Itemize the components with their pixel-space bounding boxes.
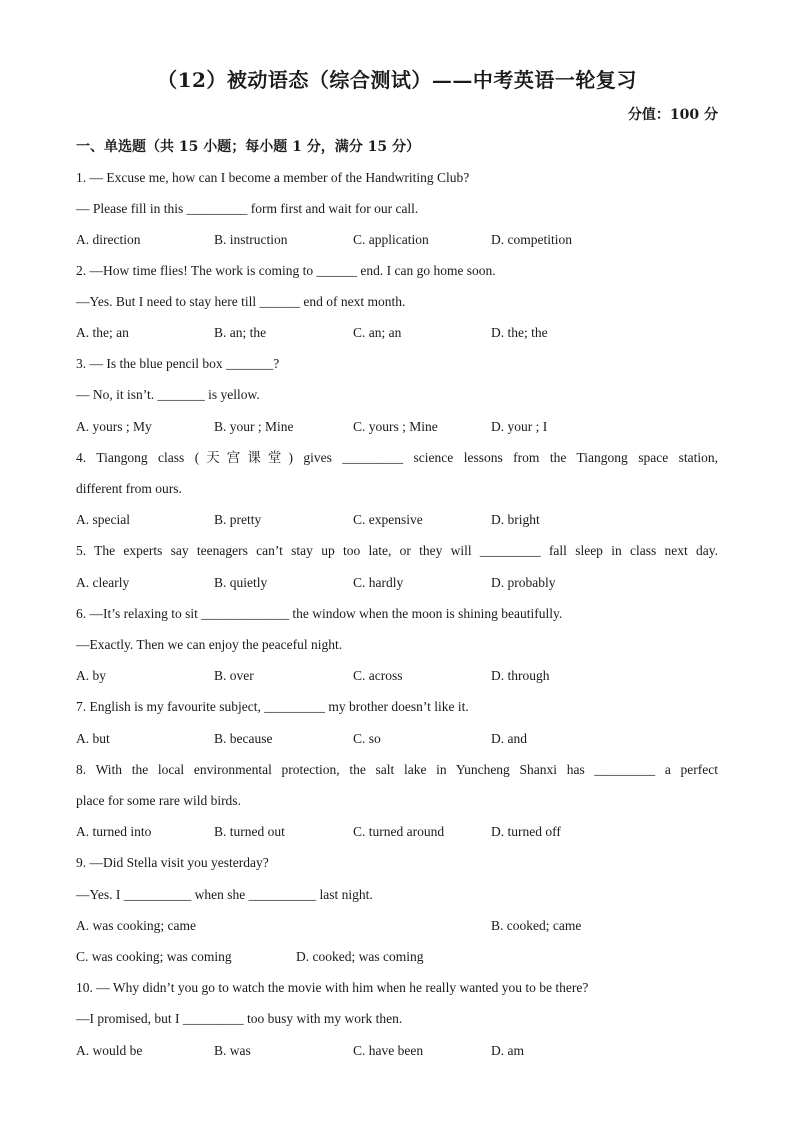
- option-b: B. pretty: [214, 512, 262, 527]
- option-c: C. expensive: [353, 512, 423, 527]
- section-heading: 一、单选题（共 15 小题；每小题 1 分，满分 15 分）: [76, 139, 420, 155]
- question-10-stem: 10. — Why didn’t you go to watch the movie with him when he really wanted you to be there?: [76, 980, 589, 995]
- option-c: C. application: [353, 232, 429, 247]
- question-4-stem: 4. Tiangong class (天宫课堂) gives _________ science lessons from the Tiangong space station,: [76, 450, 718, 465]
- option-a: A. turned into: [76, 824, 152, 839]
- option-a: A. the; an: [76, 325, 129, 340]
- question-1-stem: 1. — Excuse me, how can I become a member of the Handwriting Club?: [76, 170, 470, 185]
- option-a: A. yours ; My: [76, 419, 152, 434]
- question-2-stem-line-2: —Yes. But I need to stay here till ______ end of next month.: [76, 294, 406, 309]
- question-9-stem: 9. —Did Stella visit you yesterday?: [76, 855, 269, 870]
- question-2-stem: 2. —How time flies! The work is coming to ______ end. I can go home soon.: [76, 263, 496, 278]
- question-6-stem-line-2: —Exactly. Then we can enjoy the peaceful night.: [76, 637, 343, 652]
- question-4-stem-line-2: different from ours.: [76, 481, 182, 496]
- option-d: D. probably: [491, 575, 556, 590]
- option-a: A. would be: [76, 1043, 143, 1058]
- option-d: D. cooked; was coming: [296, 949, 424, 964]
- option-a: A. was cooking; came: [76, 918, 196, 933]
- option-d: D. competition: [491, 232, 572, 247]
- option-c: C. yours ; Mine: [353, 419, 438, 434]
- option-d: D. your ; I: [491, 419, 548, 434]
- option-b: B. because: [214, 731, 273, 746]
- option-b: B. your ; Mine: [214, 419, 294, 434]
- option-a: A. special: [76, 512, 130, 527]
- option-c: C. have been: [353, 1043, 424, 1058]
- question-9-stem-line-2: —Yes. I __________ when she __________ last night.: [76, 887, 373, 902]
- option-b: B. turned out: [214, 824, 285, 839]
- option-a: A. clearly: [76, 575, 130, 590]
- option-a: A. by: [76, 668, 106, 683]
- option-b: B. was: [214, 1043, 251, 1058]
- option-d: D. and: [491, 731, 527, 746]
- option-c: C. hardly: [353, 575, 404, 590]
- option-b: B. quietly: [214, 575, 268, 590]
- question-3-stem-line-2: — No, it isn’t. _______ is yellow.: [76, 387, 260, 402]
- total-score: 分值：100 分: [627, 107, 718, 123]
- document-title: （12）被动语态（综合测试）——中考英语一轮复习: [157, 68, 637, 92]
- question-5-stem: 5. The experts say teenagers can’t stay up too late, or they will _________ fall sleep in class next day.: [76, 543, 718, 558]
- question-7-stem: 7. English is my favourite subject, _________ my brother doesn’t like it.: [76, 699, 469, 714]
- option-b: B. an; the: [214, 325, 267, 340]
- question-3-stem: 3. — Is the blue pencil box _______?: [76, 356, 280, 371]
- option-d: D. turned off: [491, 824, 561, 839]
- option-b: B. cooked; came: [491, 918, 582, 933]
- option-d: D. the; the: [491, 325, 548, 340]
- option-c: C. was cooking; was coming: [76, 949, 232, 964]
- question-6-stem: 6. —It’s relaxing to sit _____________ the window when the moon is shining beautifully.: [76, 606, 563, 621]
- question-10-stem-line-2: —I promised, but I _________ too busy with my work then.: [76, 1011, 403, 1026]
- question-8-stem-line-2: place for some rare wild birds.: [76, 793, 241, 808]
- option-a: A. but: [76, 731, 110, 746]
- option-d: D. am: [491, 1043, 524, 1058]
- question-8-stem: 8. With the local environmental protection, the salt lake in Yuncheng Shanxi has _________ a perfect: [76, 762, 718, 777]
- option-b: B. over: [214, 668, 254, 683]
- option-c: C. an; an: [353, 325, 402, 340]
- option-c: C. so: [353, 731, 381, 746]
- option-c: C. across: [353, 668, 403, 683]
- option-b: B. instruction: [214, 232, 288, 247]
- option-d: D. through: [491, 668, 550, 683]
- option-a: A. direction: [76, 232, 141, 247]
- option-c: C. turned around: [353, 824, 445, 839]
- option-d: D. bright: [491, 512, 540, 527]
- question-1-stem-line-2: — Please fill in this _________ form first and wait for our call.: [76, 201, 419, 216]
